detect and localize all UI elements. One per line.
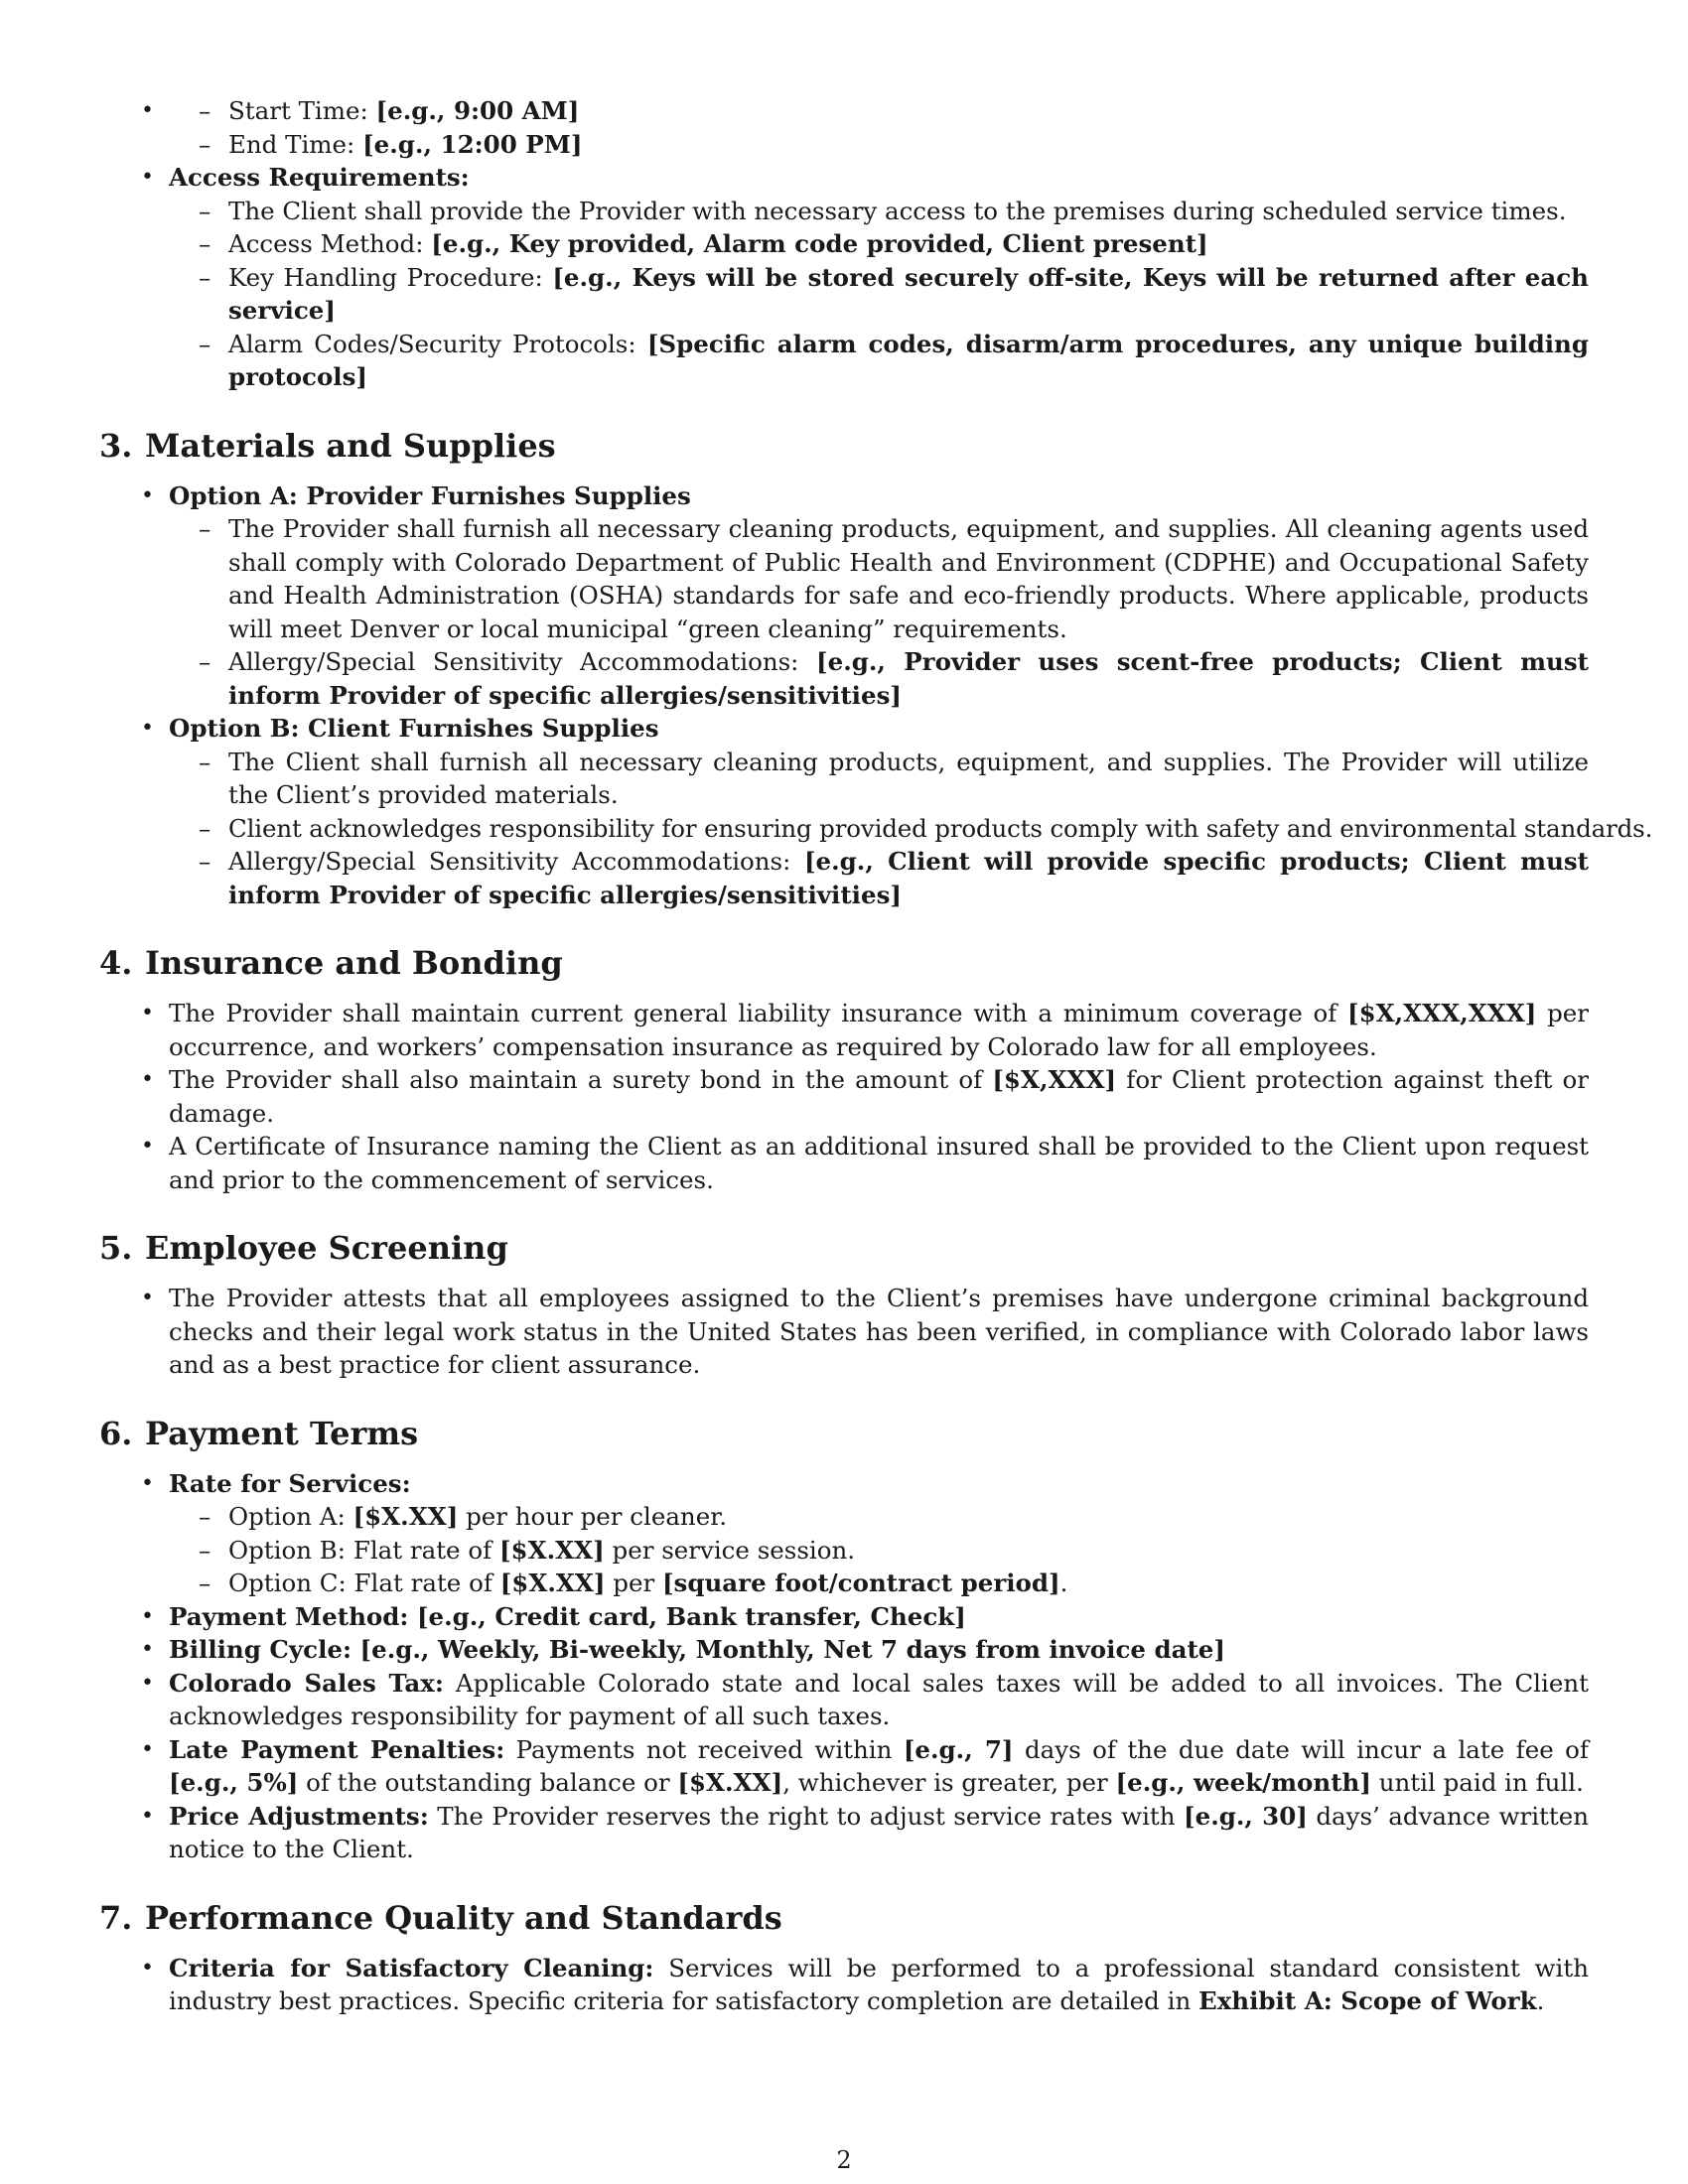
access-item: – The Client shall provide the Provider with necessary access to the premises during scheduled service times. [228, 195, 1589, 228]
access-items [169, 195, 1589, 394]
rate-option: – Option B: Flat rate of [$X.XX] per service session. [228, 1534, 1589, 1568]
section-4-title: 4. Insurance and Bonding [99, 944, 563, 982]
option-b-item: – Client acknowledges responsibility for ensuring provided products comply with safety and environmental standards. [228, 812, 1589, 846]
section-6-title: 6. Payment Terms [99, 1414, 419, 1452]
section-7-list [99, 1952, 1589, 2018]
option-a-item: – The Provider shall furnish all necessary cleaning products, equipment, and supplies. All cleaning agents used shall comply with Colorado Department of Public Health and Environment (CDPHE) and Occupational Safety and Health Administration (OSHA) standards for safe and eco-friendly products. Where applicable, products will meet Denver or local municipal “green cleaning” requirements. [228, 512, 1589, 645]
rate-option: – Option C: Flat rate of [$X.XX] per [square foot/contract period]. [228, 1567, 1589, 1600]
end-time: – End Time: [e.g., 12:00 PM] [228, 128, 1589, 162]
access-requirements: • Access Requirements: – The Client shall provide the Provider with necessary access to the premises during scheduled service times. – Access Method: [e.g., Key provided, Alarm code provided, Client present] – Key Handling Procedure: [e.g., Keys will be stored securely off-site, Keys will be returned after each service] – Alarm Codes/Security Protocols: [Specific alarm codes, disarm/arm procedures, any unique building protocols] [169, 161, 1589, 394]
sales-tax: • Colorado Sales Tax: Applicable Colorado state and local sales taxes will be added to all invoices. The Client acknowledges responsibility for payment of all such taxes. [169, 1667, 1589, 1733]
screening-item: • The Provider attests that all employees assigned to the Client’s premises have undergone criminal background checks and their legal work status in the United States has been verified, in compliance with Colorado labor laws and as a best practice for client assurance. [169, 1282, 1589, 1382]
criteria-item: • Criteria for Satisfactory Cleaning: Services will be performed to a professional standard consistent with industry best practices. Specific criteria for satisfactory completion are detailed in Exhibit A: Scope of Work. [169, 1952, 1589, 2018]
late-payment: • Late Payment Penalties: Payments not received within [e.g., 7] days of the due date will incur a late fee of [e.g., 5%] of the outstanding balance or [$X.XX], whichever is greater, per [e.g., week/month] until paid in full. [169, 1733, 1589, 1800]
section-6-list [99, 1467, 1589, 1866]
schedule-continued [169, 94, 1589, 161]
access-list [99, 161, 1589, 394]
insurance-item: • The Provider shall maintain current general liability insurance with a minimum coverage of [$X,XXX,XXX] per occurrence, and workers’ compensation insurance as required by Colorado law for all employees. [169, 997, 1589, 1063]
start-time: – • Start Time: [e.g., 9:00 AM] [228, 94, 1589, 128]
access-item: – Alarm Codes/Security Protocols: [Specific alarm codes, disarm/arm procedures, any unique building protocols] [228, 328, 1589, 394]
option-a: • Option A: Provider Furnishes Supplies – The Provider shall furnish all necessary cleaning products, equipment, and supplies. All cleaning agents used shall comply with Colorado Department of Public Health and Environment (CDPHE) and Occupational Safety and Health Administration (OSHA) standards for safe and eco-friendly products. Where applicable, products will meet Denver or local municipal “green cleaning” requirements. – Allergy/Special Sensitivity Accommodations: [e.g., Provider uses scent-free products; Client must inform Provider of specific allergies/sensitivities] [169, 479, 1589, 713]
section-3-title: 3. Materials and Supplies [99, 426, 556, 465]
section-5-list [99, 1282, 1589, 1382]
rate-for-services: • Rate for Services: – Option A: [$X.XX] per hour per cleaner. – Option B: Flat rate of [$X.XX] per service session. – Option C: Flat rate of [$X.XX] per [square foot/contract period]. [169, 1467, 1589, 1600]
insurance-item: • The Provider shall also maintain a surety bond in the amount of [$X,XXX] for Client protection against theft or damage. [169, 1063, 1589, 1130]
payment-method: • Payment Method: [e.g., Credit card, Bank transfer, Check] [169, 1600, 1589, 1634]
section-2-continued [99, 94, 1589, 161]
access-item: – Key Handling Procedure: [e.g., Keys will be stored securely off-site, Keys will be returned after each service] [228, 261, 1589, 328]
billing-cycle: • Billing Cycle: [e.g., Weekly, Bi-weekly, Monthly, Net 7 days from invoice date] [169, 1633, 1589, 1667]
option-b-item: – Allergy/Special Sensitivity Accommodations: [e.g., Client will provide specific products; Client must inform Provider of specific allergies/sensitivities] [228, 845, 1589, 911]
rate-option: – Option A: [$X.XX] per hour per cleaner. [228, 1500, 1589, 1534]
section-7-title: 7. Performance Quality and Standards [99, 1898, 782, 1937]
option-a-item: – Allergy/Special Sensitivity Accommodations: [e.g., Provider uses scent-free products; Client must inform Provider of specific allergies/sensitivities] [228, 645, 1589, 712]
insurance-item: • A Certificate of Insurance naming the Client as an additional insured shall be provided to the Client upon request and prior to the commencement of services. [169, 1130, 1589, 1196]
section-5-title: 5. Employee Screening [99, 1229, 508, 1267]
time-list [99, 94, 1589, 161]
price-adjustments: • Price Adjustments: The Provider reserves the right to adjust service rates with [e.g., 30] days’ advance written notice to the Client. [169, 1800, 1589, 1866]
access-item: – Access Method: [e.g., Key provided, Alarm code provided, Client present] [228, 227, 1589, 261]
section-3-list [99, 479, 1653, 912]
option-b-item: – The Client shall furnish all necessary cleaning products, equipment, and supplies. The Provider will utilize the Client’s provided materials. [228, 746, 1589, 812]
option-b: • Option B: Client Furnishes Supplies – The Client shall furnish all necessary cleaning products, equipment, and supplies. The Provider will utilize the Client’s provided materials. – Client acknowledges responsibility for ensuring provided products comply with safety and environmental standards. – Allergy/Special Sensitivity Accommodations: [e.g., Client will provide specific products; Client must inform Provider of specific allergies/sensitivities] [169, 712, 1589, 911]
page-number: 2 [836, 2146, 852, 2174]
section-4-list [99, 997, 1589, 1196]
